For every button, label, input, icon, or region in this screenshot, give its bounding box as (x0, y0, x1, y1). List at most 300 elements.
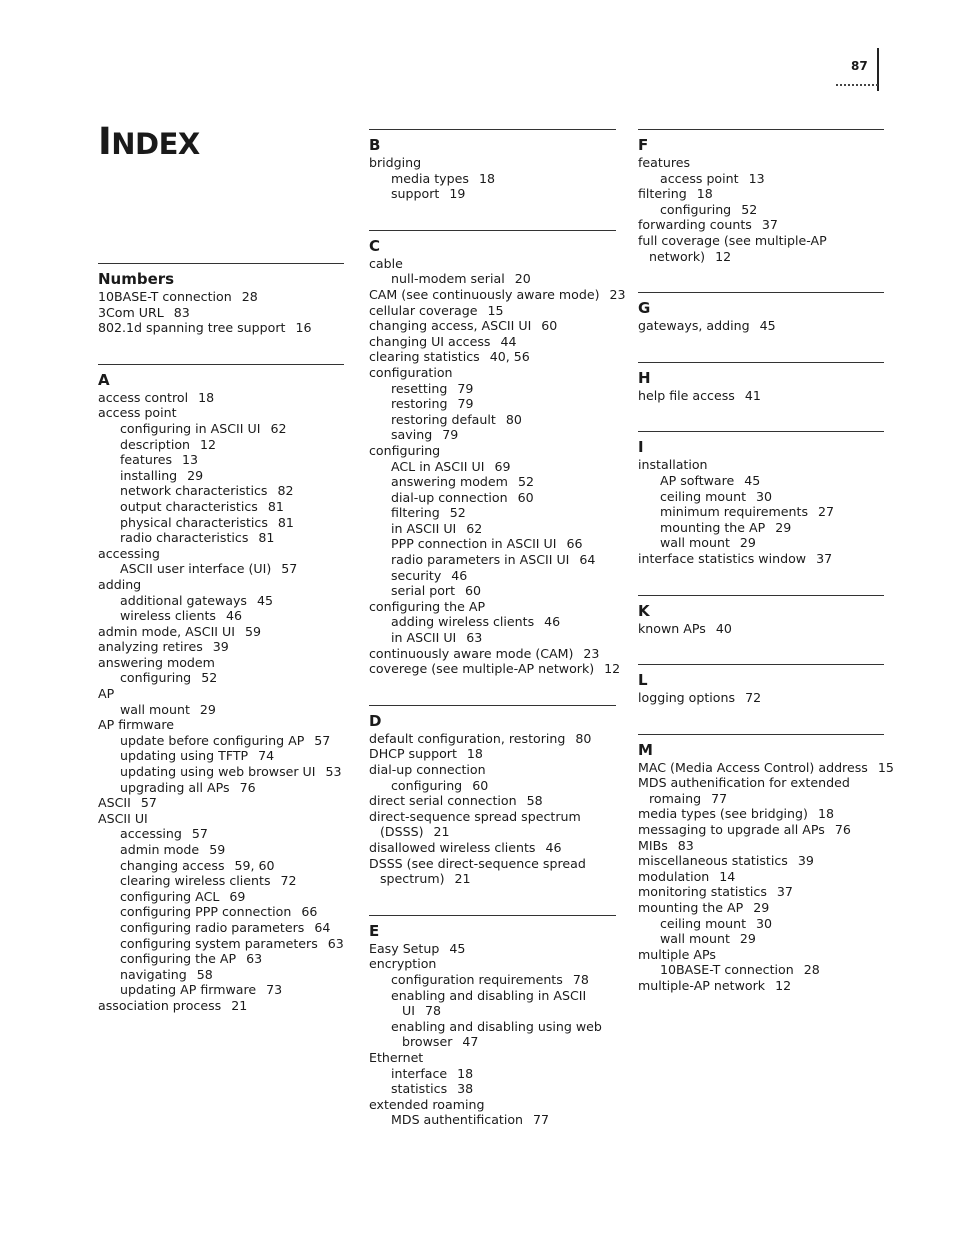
entry-term-continuation: network) (649, 248, 706, 264)
index-subentry (369, 427, 616, 443)
entry-pages: 41 (744, 387, 761, 403)
index-entry (638, 775, 884, 806)
index-subentry (98, 951, 344, 967)
entry-term: media types (391, 170, 469, 186)
index-entry (638, 900, 884, 916)
index-entry (638, 884, 884, 900)
index-subentry (369, 171, 616, 187)
title-rest: NDEX (111, 127, 200, 161)
index-subentry (98, 982, 344, 998)
index-subentry (369, 1112, 616, 1128)
index-entry (369, 303, 616, 319)
index-subentry (98, 593, 344, 609)
index-entry (369, 809, 616, 840)
entry-term: configuring (369, 442, 441, 458)
entry-pages: 15 (487, 302, 504, 318)
entry-pages: 66 (566, 536, 583, 552)
entry-pages: 63 (246, 951, 263, 967)
index-entry (98, 390, 344, 406)
entry-term: serial port (391, 583, 456, 599)
entry-term: updating using web browser UI (120, 764, 316, 780)
entry-term: MAC (Media Access Control) address (638, 759, 868, 775)
entry-pages: 12 (200, 436, 217, 452)
entry-pages: 53 (325, 764, 342, 780)
index-entry (369, 856, 616, 887)
index-section (638, 734, 894, 994)
index-entry (369, 941, 616, 957)
index-subentry (98, 515, 344, 531)
entry-term: wireless clients (120, 608, 216, 624)
index-entry (638, 853, 884, 869)
entry-term: CAM (see continuously aware mode) (369, 286, 600, 302)
index-subentry (98, 421, 344, 437)
index-subentry (369, 630, 616, 646)
entry-term: MIBs (638, 837, 668, 853)
title-initial: I (98, 120, 112, 163)
entry-term: configuring PPP connection (120, 904, 292, 920)
entry-term: configuring (120, 670, 192, 686)
section-heading: F (638, 136, 649, 154)
index-subentry (369, 505, 616, 521)
entry-pages: 74 (258, 748, 275, 764)
index-section (369, 915, 616, 1128)
entry-pages: 29 (775, 519, 792, 535)
entry-term: encryption (369, 956, 437, 972)
index-entry (369, 746, 616, 762)
entry-term: accessing (120, 826, 182, 842)
index-section (369, 230, 626, 677)
index-entry (638, 838, 884, 854)
entry-term: configuring (391, 777, 463, 793)
entry-term: changing access, ASCII UI (369, 318, 532, 334)
entry-pages: 30 (756, 488, 773, 504)
entry-term: Easy Setup (369, 940, 440, 956)
entry-term: direct serial connection (369, 793, 517, 809)
index-subentry (98, 873, 344, 889)
entry-term: adding (98, 576, 142, 592)
index-subentry (369, 614, 616, 630)
entry-pages: 81 (258, 530, 275, 546)
section-heading: C (369, 236, 381, 255)
section-heading: A (98, 370, 110, 389)
index-subentry (98, 608, 344, 624)
entry-pages: 72 (280, 873, 297, 889)
index-subentry (369, 490, 616, 506)
entry-pages: 57 (191, 826, 208, 842)
entry-pages: 18 (817, 806, 834, 822)
index-subentry (638, 916, 884, 932)
entry-term: interface statistics window (638, 550, 807, 566)
index-entry (369, 661, 621, 677)
entry-term: filtering (638, 186, 687, 202)
entry-term: in ASCII UI (391, 520, 457, 536)
entry-pages: 77 (533, 1112, 550, 1128)
entry-term: DSSS (see direct-sequence spread (369, 855, 586, 871)
entry-term: clearing statistics (369, 349, 480, 365)
entry-term: ACL in ASCII UI (391, 458, 485, 474)
index-subentry (638, 171, 884, 187)
index-entry (638, 318, 884, 334)
entry-term: access point (98, 405, 177, 421)
entry-pages: 57 (140, 795, 157, 811)
index-subentry (369, 474, 616, 490)
index-entry (98, 811, 344, 827)
entry-term: configuring the AP (120, 951, 237, 967)
index-entry (98, 289, 344, 305)
entry-pages: 13 (182, 452, 199, 468)
entry-term-continuation: browser (402, 1034, 453, 1050)
entry-term: configuration requirements (391, 971, 563, 987)
entry-pages: 83 (173, 304, 190, 320)
entry-term: coverege (see multiple-AP network) (369, 661, 595, 677)
entry-term: 802.1d spanning tree support (98, 320, 286, 336)
index-entry (369, 334, 616, 350)
entry-pages: 59 (209, 842, 226, 857)
index-subentry (98, 904, 344, 920)
entry-term: full coverage (see multiple-AP (638, 232, 827, 248)
section-heading: B (369, 136, 381, 154)
section-heading: E (369, 921, 380, 940)
entry-pages: 13 (748, 170, 765, 186)
entry-term: answering modem (98, 654, 215, 670)
entry-pages: 18 (457, 1065, 474, 1081)
page-number: 87 (851, 59, 868, 73)
entry-term: 10BASE-T connection (660, 962, 794, 978)
entry-pages: 40, 56 (489, 349, 530, 365)
index-entry (98, 795, 344, 811)
entry-term-continued (638, 249, 884, 265)
entry-term: updating using TFTP (120, 748, 249, 764)
index-subentry (369, 521, 616, 537)
index-entry (98, 305, 344, 321)
entry-term: DHCP support (369, 746, 457, 762)
index-entry (638, 822, 884, 838)
entry-pages: 57 (281, 561, 298, 577)
entry-term: configuring the AP (369, 598, 486, 614)
entry-pages: 18 (198, 389, 215, 405)
entry-pages: 45 (256, 592, 274, 608)
entry-term: installing (120, 467, 178, 483)
entry-term: multiple APs (638, 946, 716, 962)
index-entry (369, 1050, 616, 1066)
entry-pages: 47 (462, 1034, 479, 1050)
section-heading: Numbers (98, 270, 175, 288)
index-subentry (638, 520, 884, 536)
index-entry (98, 624, 344, 640)
entry-pages: 46 (545, 839, 562, 855)
index-entry (638, 690, 884, 706)
entry-term: accessing (98, 545, 160, 561)
entry-term: ceiling mount (660, 915, 747, 931)
entry-pages: 15 (877, 759, 894, 775)
index-subentry (369, 583, 616, 599)
entry-term: bridging (369, 155, 422, 170)
entry-pages: 79 (442, 427, 459, 443)
index-entry (638, 806, 884, 822)
entry-term: radio characteristics (120, 530, 249, 546)
index-entry (98, 639, 344, 655)
entry-pages: 58 (196, 966, 213, 982)
section-heading: M (638, 740, 653, 759)
index-entry (369, 840, 616, 856)
entry-term: forwarding counts (638, 217, 752, 233)
entry-pages: 27 (818, 504, 835, 520)
index-entry (369, 731, 616, 747)
entry-term: navigating (120, 966, 187, 982)
entry-term: updating AP firmware (120, 982, 257, 998)
entry-pages: 81 (277, 514, 294, 530)
section-heading: I (638, 438, 644, 457)
entry-pages: 77 (711, 790, 728, 806)
entry-pages: 45 (449, 940, 466, 956)
entry-term: upgrading all APs (120, 779, 230, 795)
index-subentry (98, 936, 344, 952)
entry-pages: 62 (270, 420, 287, 436)
index-entry (369, 155, 616, 171)
entry-term: physical characteristics (120, 514, 268, 530)
entry-term: in ASCII UI (391, 630, 457, 646)
entry-term: filtering (391, 505, 440, 521)
entry-pages: 29 (753, 900, 770, 916)
entry-term: MDS authenification for extended (638, 775, 850, 791)
entry-pages: 29 (187, 467, 204, 483)
entry-term: modulation (638, 868, 710, 884)
entry-pages: 14 (719, 868, 736, 884)
entry-pages: 21 (231, 997, 248, 1013)
index-entry (369, 318, 616, 334)
entry-term: ceiling mount (660, 488, 747, 504)
entry-pages: 78 (572, 971, 589, 987)
index-section (638, 362, 884, 404)
entry-term: extended roaming (369, 1096, 485, 1112)
entry-pages: 82 (277, 483, 294, 499)
entry-term: clearing wireless clients (120, 873, 271, 889)
index-entry (638, 155, 884, 171)
index-entry (369, 365, 616, 381)
entry-pages: 62 (466, 520, 483, 536)
index-entry (638, 978, 884, 994)
entry-term: interface (391, 1065, 448, 1081)
entry-pages: 28 (241, 289, 258, 304)
entry-term: configuring radio parameters (120, 919, 305, 935)
entry-term: messaging to upgrade all APs (638, 822, 825, 838)
entry-pages: 63 (466, 630, 483, 646)
index-section (638, 664, 884, 706)
entry-term: Ethernet (369, 1049, 424, 1065)
entry-term: media types (see bridging) (638, 806, 808, 822)
index-entry (638, 186, 884, 202)
entry-pages: 46 (225, 608, 243, 624)
index-section (369, 129, 616, 202)
entry-pages: 38 (457, 1081, 474, 1097)
index-subentry (369, 972, 616, 988)
entry-pages: 52 (741, 201, 758, 217)
entry-term: dial-up connection (369, 762, 486, 777)
entry-term-continued (369, 824, 616, 840)
index-subentry (98, 483, 344, 499)
entry-pages: 52 (449, 505, 466, 521)
entry-term: ASCII (98, 795, 131, 811)
entry-term: AP firmware (98, 717, 175, 733)
index-subentry (369, 552, 616, 568)
entry-term: configuring (660, 201, 732, 217)
index-column-2 (369, 129, 626, 1156)
entry-pages: 66 (301, 904, 318, 920)
index-entry (369, 256, 616, 272)
entry-pages: 30 (756, 915, 773, 931)
entry-pages: 12 (775, 978, 792, 993)
entry-term: known APs (638, 620, 706, 636)
entry-pages: 79 (457, 396, 474, 412)
index-subentry (98, 437, 344, 453)
entry-term: update before configuring AP (120, 732, 305, 748)
index-section (638, 129, 884, 264)
entry-pages: 29 (739, 931, 756, 947)
entry-pages: 69 (494, 458, 511, 474)
index-subentry (98, 967, 344, 983)
entry-pages: 83 (677, 837, 694, 853)
entry-term: configuration (369, 364, 453, 380)
entry-term: configuring ACL (120, 888, 220, 904)
entry-term: default configuration, restoring (369, 730, 566, 746)
entry-pages: 18 (478, 170, 495, 186)
index-section (638, 292, 884, 334)
index-subentry (369, 536, 616, 552)
index-subentry (638, 473, 884, 489)
entry-pages: 12 (604, 661, 621, 677)
entry-term-continuation: UI (402, 1003, 415, 1019)
index-section (98, 263, 344, 336)
section-heading: L (638, 671, 648, 690)
index-entry (98, 546, 344, 562)
index-subentry (98, 764, 344, 780)
entry-pages: 37 (776, 884, 793, 900)
entry-term: saving (391, 427, 433, 443)
entry-term: monitoring statistics (638, 884, 767, 900)
index-entry (369, 793, 616, 809)
entry-pages: 79 (457, 380, 474, 396)
index-entry (638, 217, 884, 233)
index-subentry (98, 842, 344, 858)
entry-pages: 19 (449, 186, 466, 202)
section-heading: K (638, 601, 650, 620)
entry-term: gateways, adding (638, 318, 750, 334)
entry-term: ASCII user interface (UI) (120, 561, 272, 577)
page-corner-dots (836, 80, 878, 86)
entry-term: null-modem serial (391, 271, 505, 287)
entry-term: PPP connection in ASCII UI (391, 536, 557, 552)
entry-pages: 21 (433, 824, 450, 840)
index-subentry (369, 1081, 616, 1097)
index-entry (638, 947, 884, 963)
entry-pages: 78 (424, 1003, 441, 1019)
entry-term: cable (369, 255, 403, 271)
index-subentry (98, 780, 344, 796)
index-entry (638, 457, 884, 473)
entry-pages: 58 (526, 793, 543, 809)
index-entry (98, 998, 344, 1014)
entry-term: wall mount (660, 931, 730, 947)
index-subentry (98, 748, 344, 764)
index-subentry (369, 412, 616, 428)
index-subentry (98, 826, 344, 842)
entry-term: statistics (391, 1081, 448, 1097)
entry-term: access point (660, 170, 739, 186)
index-entry (638, 233, 884, 264)
entry-pages: 64 (579, 552, 596, 568)
entry-pages: 57 (314, 732, 331, 748)
index-section (369, 705, 616, 887)
section-heading: G (638, 299, 651, 318)
entry-term: resetting (391, 380, 448, 396)
entry-term: features (638, 155, 691, 170)
entry-term: admin mode (120, 842, 200, 857)
entry-term: answering modem (391, 474, 508, 490)
entry-pages: 52 (201, 670, 218, 686)
entry-term: changing UI access (369, 333, 491, 349)
entry-pages: 40 (715, 620, 732, 636)
entry-pages: 16 (295, 320, 312, 336)
index-subentry (369, 1066, 616, 1082)
entry-term-continued (391, 1034, 616, 1050)
index-subentry (369, 186, 616, 202)
entry-term: association process (98, 997, 222, 1013)
entry-term: enabling and disabling in ASCII (391, 987, 587, 1003)
entry-pages: 23 (609, 286, 626, 302)
entry-pages: 52 (517, 474, 534, 490)
index-subentry (638, 504, 884, 520)
index-subentry (369, 568, 616, 584)
entry-term: restoring (391, 396, 448, 412)
entry-pages: 39 (212, 639, 229, 655)
index-entry (638, 388, 884, 404)
entry-pages: 64 (314, 919, 331, 935)
entry-pages: 60 (465, 583, 482, 599)
entry-term: ASCII UI (98, 810, 148, 826)
index-subentry (369, 1019, 616, 1050)
entry-pages: 44 (500, 333, 517, 349)
entry-pages: 60 (472, 777, 489, 793)
entry-term: multiple-AP network (638, 978, 766, 993)
entry-pages: 37 (816, 550, 833, 566)
entry-pages: 18 (466, 746, 483, 762)
entry-pages: 73 (266, 982, 283, 998)
entry-term: support (391, 186, 440, 202)
index-subentry (98, 702, 344, 718)
index-column-3 (638, 129, 894, 1022)
entry-pages: 12 (715, 248, 732, 264)
index-subentry (369, 988, 616, 1019)
entry-term: AP (98, 686, 115, 702)
index-subentry (98, 561, 344, 577)
entry-term: description (120, 436, 191, 452)
entry-term: cellular coverage (369, 302, 478, 318)
section-heading: H (638, 368, 651, 387)
entry-term: enabling and disabling using web (391, 1018, 602, 1034)
entry-pages: 76 (834, 822, 851, 838)
index-subentry (638, 962, 884, 978)
entry-term-continuation: spectrum) (380, 871, 445, 887)
entry-pages: 59, 60 (234, 857, 275, 873)
entry-term: mounting the AP (660, 519, 766, 535)
entry-pages: 23 (583, 645, 600, 661)
index-entry (98, 717, 344, 733)
index-entry (638, 621, 884, 637)
entry-term: continuously aware mode (CAM) (369, 645, 574, 661)
index-subentry (98, 733, 344, 749)
entry-term: analyzing retires (98, 639, 203, 655)
index-subentry (369, 778, 616, 794)
